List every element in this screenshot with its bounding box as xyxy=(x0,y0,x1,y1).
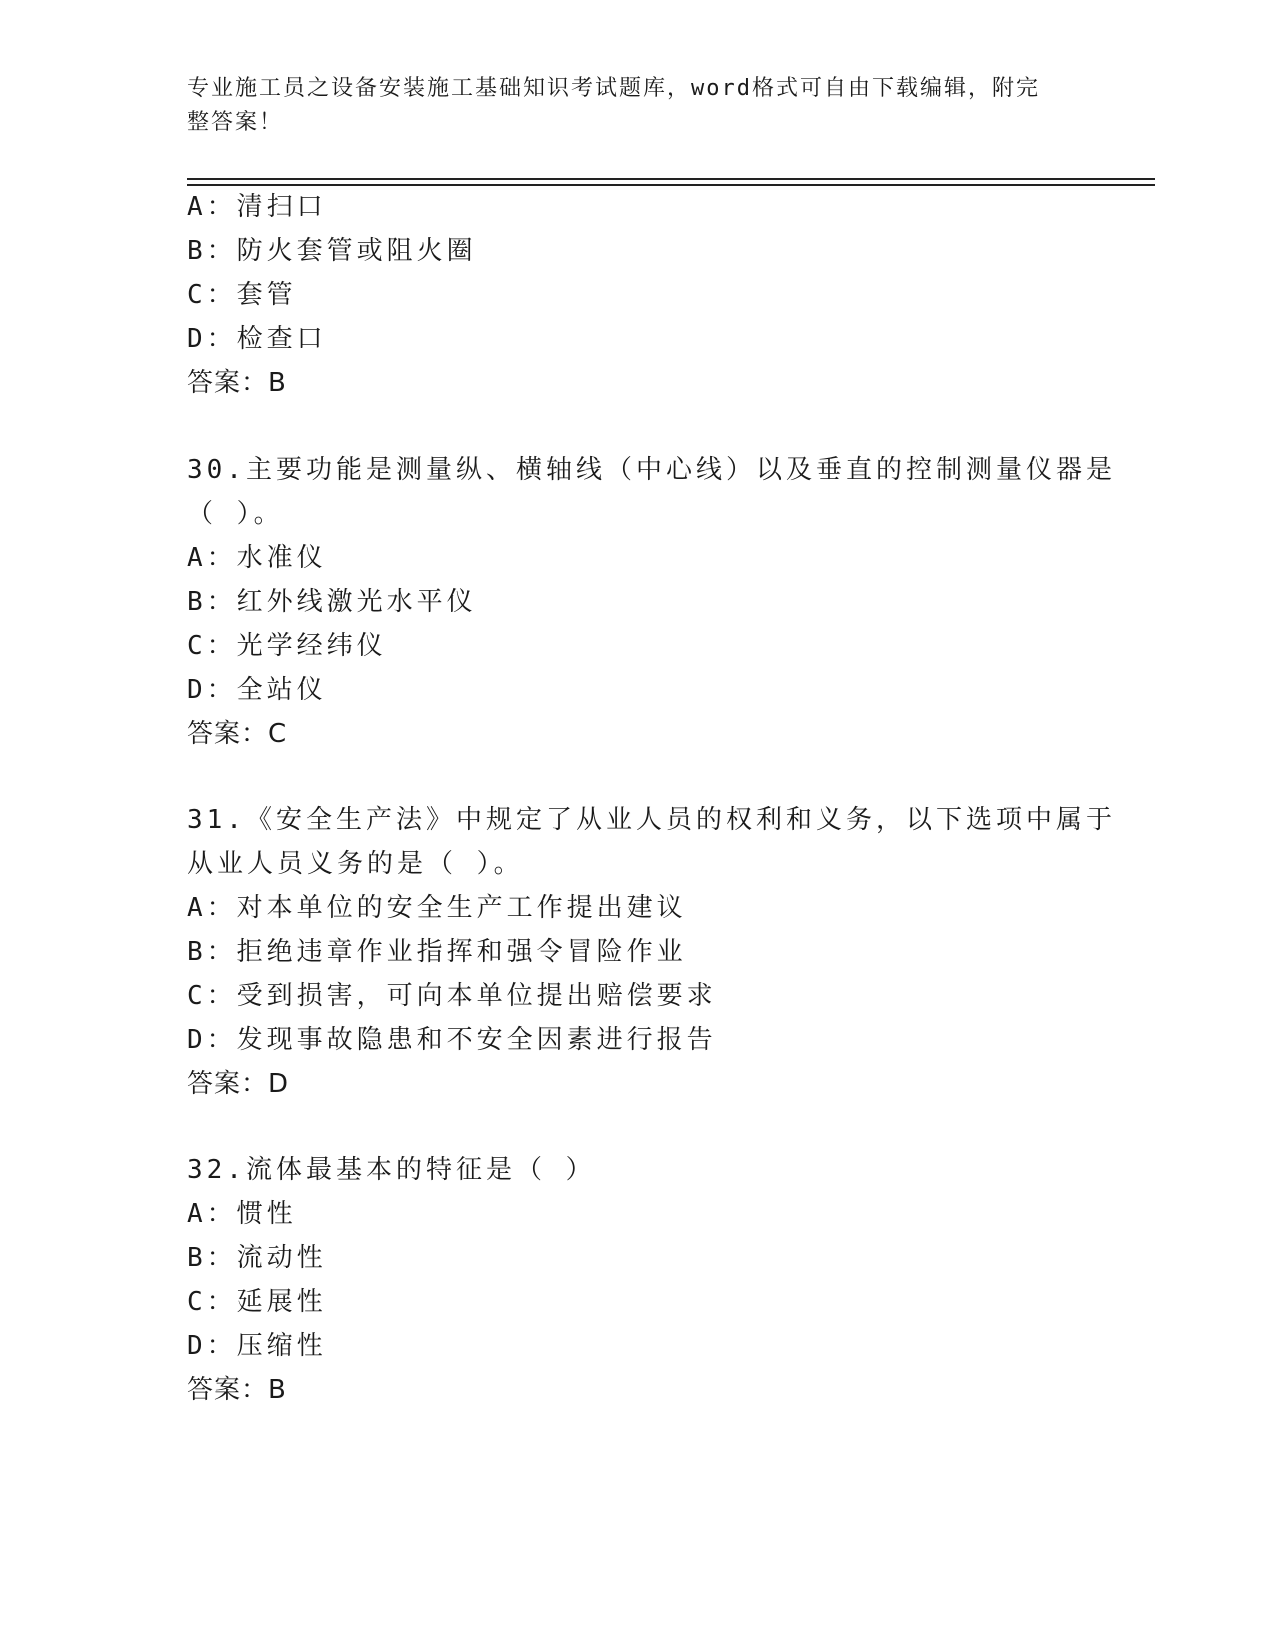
q32-answer: 答案：B xyxy=(187,1375,287,1405)
q29-option-d: D：检查口 xyxy=(187,324,327,354)
q30-option-c: C：光学经纬仪 xyxy=(187,631,387,661)
document-header xyxy=(187,72,1067,140)
q31-answer: 答案：D xyxy=(187,1069,290,1099)
q32-option-a: A：惯性 xyxy=(187,1199,297,1229)
q30-option-b: B：红外线激光水平仪 xyxy=(187,587,477,617)
q30-answer: 答案：C xyxy=(187,719,288,749)
q32-option-c: C：延展性 xyxy=(187,1287,327,1317)
q31-option-d: D：发现事故隐患和不安全因素进行报告 xyxy=(187,1025,717,1055)
q29-option-a: A：清扫口 xyxy=(187,192,327,222)
q30-stem-line-1: 30.主要功能是测量纵、横轴线（中心线）以及垂直的控制测量仪器是 xyxy=(187,455,1116,485)
header-divider-top xyxy=(187,178,1155,180)
q31-option-c: C：受到损害，可向本单位提出赔偿要求 xyxy=(187,981,717,1011)
q29-option-b: B：防火套管或阻火圈 xyxy=(187,236,477,266)
q32-option-b: B：流动性 xyxy=(187,1243,327,1273)
q30-option-a: A：水准仪 xyxy=(187,543,327,573)
q30-option-d: D：全站仪 xyxy=(187,675,327,705)
q29-option-c: C：套管 xyxy=(187,280,297,310)
q31-stem-line-2: 从业人员义务的是（ ）。 xyxy=(187,849,524,879)
q31-option-b: B：拒绝违章作业指挥和强令冒险作业 xyxy=(187,937,687,967)
q31-option-a: A：对本单位的安全生产工作提出建议 xyxy=(187,893,687,923)
header-divider-bottom xyxy=(187,184,1155,186)
q32-option-d: D：压缩性 xyxy=(187,1331,327,1361)
header-line-2: 整答案！ xyxy=(187,110,284,135)
q29-answer: 答案：B xyxy=(187,368,287,398)
q31-stem-line-1: 31.《安全生产法》中规定了从业人员的权利和义务，以下选项中属于 xyxy=(187,805,1116,835)
q30-stem-line-2: （ ）。 xyxy=(187,499,284,529)
q32-stem-line-1: 32.流体最基本的特征是（ ） xyxy=(187,1155,596,1185)
header-line-1: 专业施工员之设备安装施工基础知识考试题库，word格式可自由下载编辑，附完 xyxy=(187,76,1040,101)
